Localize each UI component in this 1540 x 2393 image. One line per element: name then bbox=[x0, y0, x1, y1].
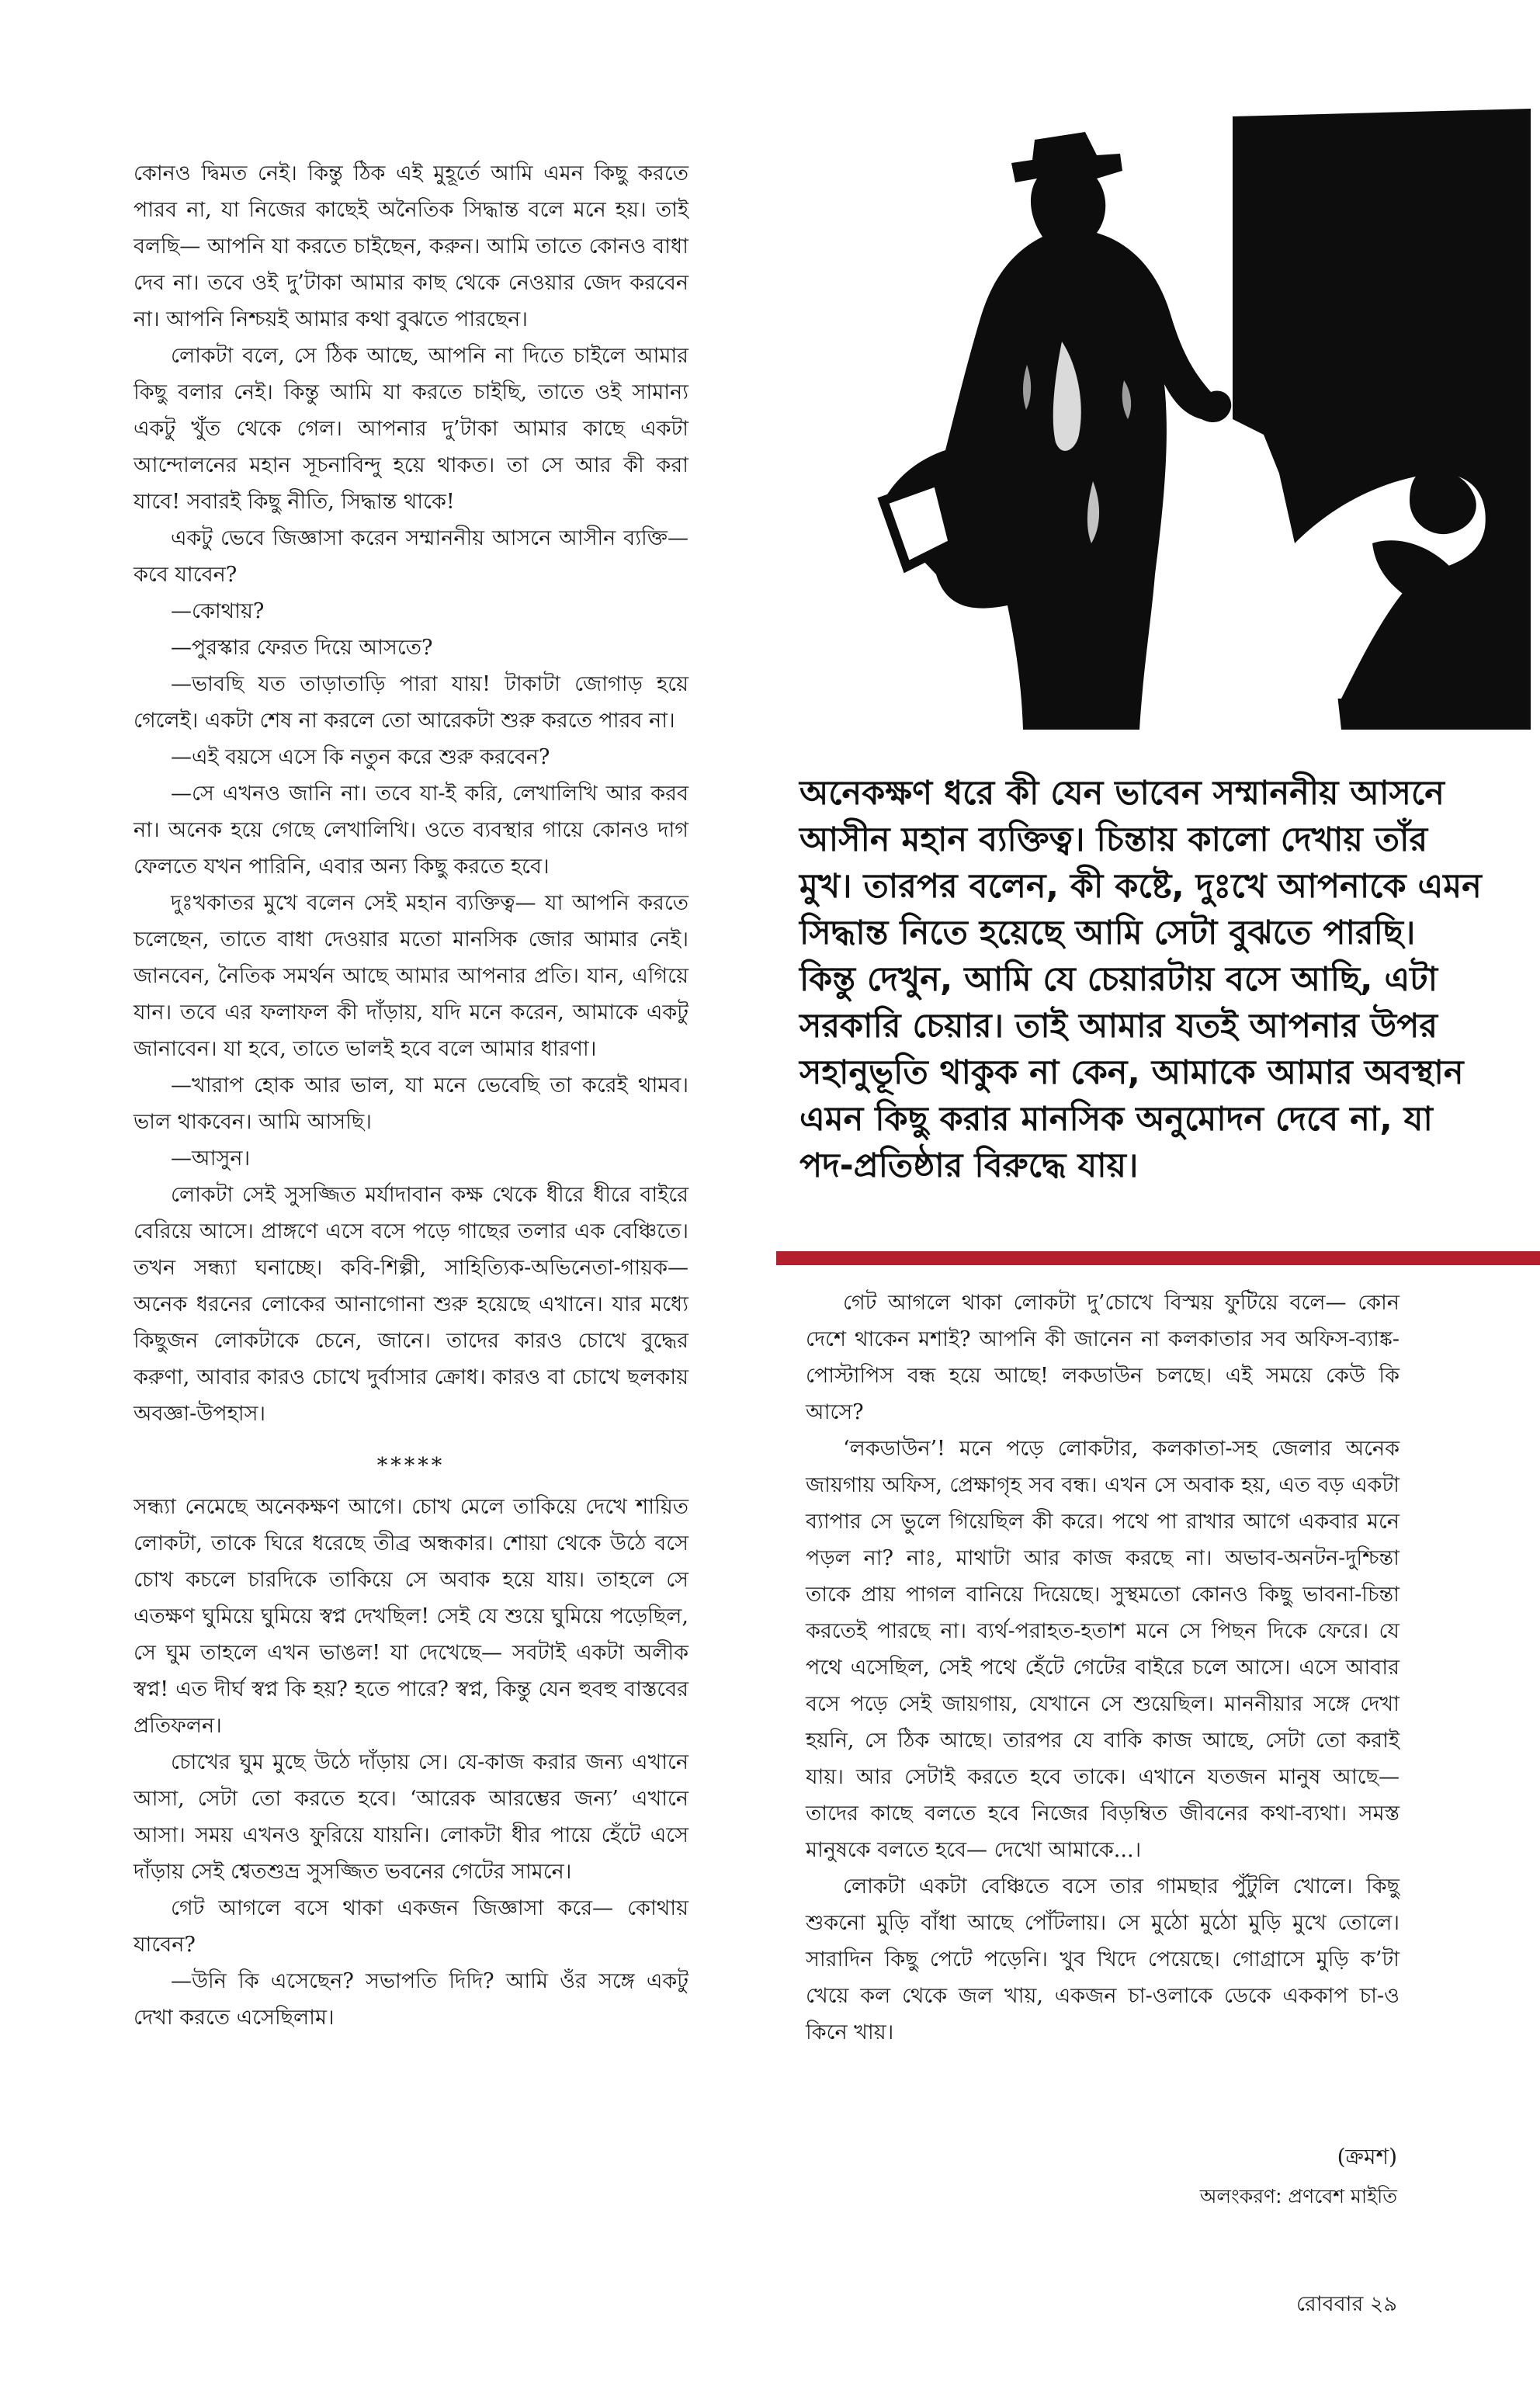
story-illustration bbox=[829, 109, 1531, 730]
paragraph: গেট আগলে থাকা লোকটা দু’চোখে বিস্ময় ফুটিয়ে বলে— কোন দেশে থাকেন মশাই? আপনি কী জানেন না কলকাতার সব অফিস-ব্যাঙ্ক-পোস্টাপিস বন্ধ হয়ে আছে! লকডাউন চলছে। এই সময়ে কেউ কি আসে? bbox=[806, 1291, 1400, 1424]
paragraph: সন্ধ্যা নেমেছে অনেকক্ষণ আগে। চোখ মেলে তাকিয়ে দেখে শায়িত লোকটা, তাকে ঘিরে ধরেছে তীব্র অন্ধকার। শোয়া থেকে উঠে বসে চোখ কচলে চারদিকে তাকিয়ে সে অবাক হয়ে যায়। তাহলে সে এতক্ষণ ঘুমিয়ে ঘুমিয়ে স্বপ্ন দেখছিল! সেই যে শুয়ে ঘুমিয়ে পড়েছিল, সে ঘুম তাহলে এখন ভাঙল! যা দেখেছে— সবটাই একটা অলীক স্বপ্ন! এত দীর্ঘ স্বপ্ন কি হয়? হতে পারে? স্বপ্ন, কিন্তু যেন হুবহু বাস্তবের প্রতিফলন। bbox=[134, 1495, 688, 1738]
paragraph: —কোথায়? bbox=[171, 599, 265, 623]
paragraph: লোকটা একটা বেঞ্চিতে বসে তার গামছার পুঁটুলি খোলে। কিছু শুকনো মুড়ি বাঁধা আছে পোঁটলায়। সে মুঠো মুঠো মুড়ি মুখে তোলে। সারাদিন কিছু পেটে পড়েনি। খুব খিদে পেয়েছে। গোগ্রাসে মুড়ি ক’টা খেয়ে কল থেকে জল খায়, একজন চা-ওলাকে ডেকে এককাপ চা-ও কিনে খায়। bbox=[806, 1875, 1400, 2044]
paragraph: ‘লকডাউন’! মনে পড়ে লোকটার, কলকাতা-সহ জেলার অনেক জায়গায় অফিস, প্রেক্ষাগৃহ সব বন্ধ। এখন সে অবাক হয়, এত বড় একটা ব্যাপার সে ভুলে গিয়েছিল কী করে। পথে পা রাখার আগে একবার মনে পড়ল না? নাঃ, মাথাটা আর কাজ করছে না। অভাব-অনটন-দুশ্চিন্তা তাকে প্রায় পাগল বানিয়ে দিয়েছে। সুস্থমতো কোনও কিছু ভাবনা-চিন্তা করতেই পারছে না। ব্যর্থ-পরাহত-হতাশ মনে সে পিছন দিকে ফেরে। যে পথে এসেছিল, সেই পথে হেঁটে গেটের বাইরে চলে আসে। এসে আবার বসে পড়ে সেই জায়গায়, যেখানে সে শুয়েছিল। মাননীয়ার সঙ্গে দেখা হয়নি, সে ঠিক আছে। তারপর যে বাকি কাজ আছে, সেটা তো করাই যায়। আর সেটাই করতে হবে তাকে। এখানে যতজন মানুষ আছে— তাদের কাছে বলতে হবে নিজের বিড়ম্বিত জীবনের কথা-ব্যথা। সমস্ত মানুষকে বলতে হবে— দেখো আমাকে...। bbox=[806, 1437, 1400, 1862]
paragraph: গেট আগলে বসে থাকা একজন জিজ্ঞাসা করে— কোথায় যাবেন? bbox=[134, 1896, 688, 1957]
left-column bbox=[134, 155, 688, 2036]
illustration-credit: অলংকরণ: প্রণবেশ মাইতি bbox=[1199, 2185, 1397, 2207]
paragraph: —খারাপ হোক আর ভাল, যা মনে ভেবেছি তা করেই থামব। ভাল থাকবেন। আমি আসছি। bbox=[134, 1073, 688, 1134]
paragraph: —ভাবছি যত তাড়াতাড়ি পারা যায়! টাকাটা জোগাড় হয়ে গেলেই। একটা শেষ না করলে তো আরেকটা শুরু করতে পারব না। bbox=[134, 672, 688, 733]
paragraph: —পুরস্কার ফেরত দিয়ে আসতে? bbox=[171, 636, 433, 660]
page-folio: রোববার ২৯ bbox=[1295, 2292, 1397, 2316]
paragraph: —আসুন। bbox=[171, 1146, 251, 1170]
section-divider: ***** bbox=[376, 1454, 446, 1478]
paragraph: —উনি কি এসেছেন? সভাপতি দিদি? আমি ওঁর সঙ্গে একটু দেখা করতে এসেছিলাম। bbox=[134, 1969, 688, 2030]
right-column bbox=[806, 1285, 1400, 2051]
paragraph: —সে এখনও জানি না। তবে যা-ই করি, লেখালিখি আর করব না। অনেক হয়ে গেছে লেখালিখি। ওতে ব্যবস্থার গায়ে কোনও দাগ ফেলতে যখন পারিনি, এবার অন্য কিছু করতে হবে। bbox=[134, 782, 688, 879]
paragraph: চোখের ঘুম মুছে উঠে দাঁড়ায় সে। যে-কাজ করার জন্য এখানে আসা, সেটা তো করতে হবে। ‘আরেক আরম্ভের জন্য’ এখানে আসা। সময় এখনও ফুরিয়ে যায়নি। লোকটা ধীর পায়ে হেঁটে এসে দাঁড়ায় সেই শ্বেতশুভ্র সুসজ্জিত ভবনের গেটের সামনে। bbox=[134, 1750, 688, 1884]
paragraph: লোকটা বলে, সে ঠিক আছে, আপনি না দিতে চাইলে আমার কিছু বলার নেই। কিন্তু আমি যা করতে চাইছি, তাতে ওই সামান্য একটু খুঁত থেকে গেল। আপনার দু’টাকা আমার কাছে একটা আন্দোলনের মহান সূচনাবিন্দু হয়ে থাকত। তা সে আর কী করা যাবে! সবারই কিছু নীতি, সিদ্ধান্ত থাকে! bbox=[134, 344, 688, 514]
paragraph: —এই বয়সে এসে কি নতুন করে শুরু করবেন? bbox=[171, 745, 550, 769]
continued-note: (ক্রমশ) bbox=[1337, 2144, 1397, 2169]
paragraph: দুঃখকাতর মুখে বলেন সেই মহান ব্যক্তিত্ব— যা আপনি করতে চলেছেন, তাতে বাধা দেওয়ার মতো মানসিক জোর আমার নেই। জানবেন, নৈতিক সমর্থন আছে আমার আপনার প্রতি। যান, এগিয়ে যান। তবে এর ফলাফল কী দাঁড়ায়, যদি মনে করেন, আমাকে একটু জানাবেন। যা হবে, তাতে ভালই হবে বলে আমার ধারণা। bbox=[134, 891, 688, 1061]
paragraph: একটু ভেবে জিজ্ঞাসা করেন সম্মাননীয় আসনে আসীন ব্যক্তি— কবে যাবেন? bbox=[134, 526, 688, 587]
paragraph: লোকটা সেই সুসজ্জিত মর্যাদাবান কক্ষ থেকে ধীরে ধীরে বাইরে বেরিয়ে আসে। প্রাঙ্গণে এসে বসে পড়ে গাছের তলার এক বেঞ্চিতে। তখন সন্ধ্যা ঘনাচ্ছে। কবি-শিল্পী, সাহিত্যিক-অভিনেতা-গায়ক— অনেক ধরনের লোকের আনাগোনা শুরু হয়েছে এখানে। যার মধ্যে কিছুজন লোকটাকে চেনে, জানে। তাদের কারও চোখে বুদ্ধের করুণা, আবার কারও চোখে দুর্বাসার ক্রোধ। কারও বা চোখে ছলকায় অবজ্ঞা-উপহাস। bbox=[134, 1183, 688, 1426]
silhouette-figure-icon bbox=[829, 109, 1531, 730]
accent-rule bbox=[776, 1251, 1540, 1265]
pull-quote: অনেকক্ষণ ধরে কী যেন ভাবেন সম্মাননীয় আসনে আসীন মহান ব্যক্তিত্ব। চিন্তায় কালো দেখায় তাঁর মুখ। তারপর বলেন, কী কষ্টে, দুঃখে আপনাকে এমন সিদ্ধান্ত নিতে হয়েছে আমি সেটা বুঝতে পারছি। কিন্তু দেখুন, আমি যে চেয়ারটায় বসে আছি, এটা সরকারি চেয়ার। তাই আমার যতই আপনার উপর সহানুভূতি থাকুক না কেন, আমাকে আমার অবস্থান এমন কিছু করার মানসিক অনুমোদন দেবে না, যা পদ-প্রতিষ্ঠার বিরুদ্ধে যায়। bbox=[799, 774, 1482, 1185]
paragraph: কোনও দ্বিমত নেই। কিন্তু ঠিক এই মুহূর্তে আমি এমন কিছু করতে পারব না, যা নিজের কাছেই অনৈতিক সিদ্ধান্ত বলে মনে হয়। তাই বলছি— আপনি যা করতে চাইছেন, করুন। আমি তাতে কোনও বাধা দেব না। তবে ওই দু’টাকা আমার কাছ থেকে নেওয়ার জেদ করবেন না। আপনি নিশ্চয়ই আমার কথা বুঝতে পারছেন। bbox=[134, 161, 688, 331]
